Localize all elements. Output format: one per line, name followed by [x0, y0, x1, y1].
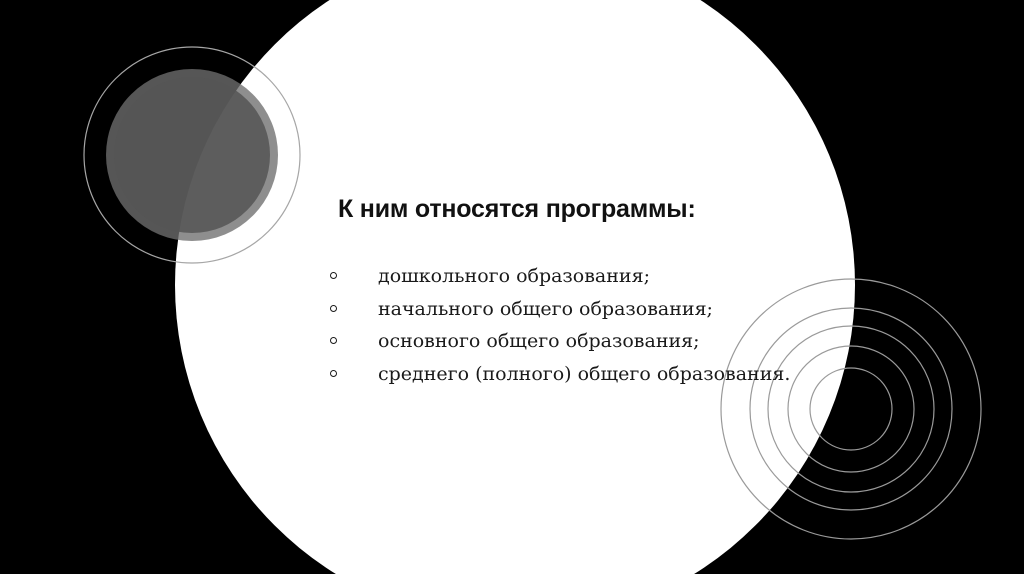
- list-item-text: среднего (полного) общего образования.: [378, 362, 791, 385]
- slide-title: К ним относятся программы:: [338, 195, 696, 223]
- list-item: [330, 293, 800, 326]
- list-item: [330, 260, 800, 293]
- list-item-text: основного общего образования;: [378, 330, 700, 352]
- circle-bullet-icon: [330, 337, 337, 344]
- list-item-text: дошкольного образования;: [378, 265, 650, 287]
- list-item-text: начального общего образования;: [378, 297, 713, 320]
- circle-bullet-icon: [330, 272, 337, 279]
- list-item: [330, 325, 800, 358]
- circle-bullet-icon: [330, 370, 337, 377]
- circle-bullet-icon: [330, 305, 337, 312]
- program-list: [330, 260, 800, 390]
- list-item: [330, 358, 800, 391]
- text-block: [330, 190, 800, 390]
- gray-disc-inner: [114, 77, 270, 233]
